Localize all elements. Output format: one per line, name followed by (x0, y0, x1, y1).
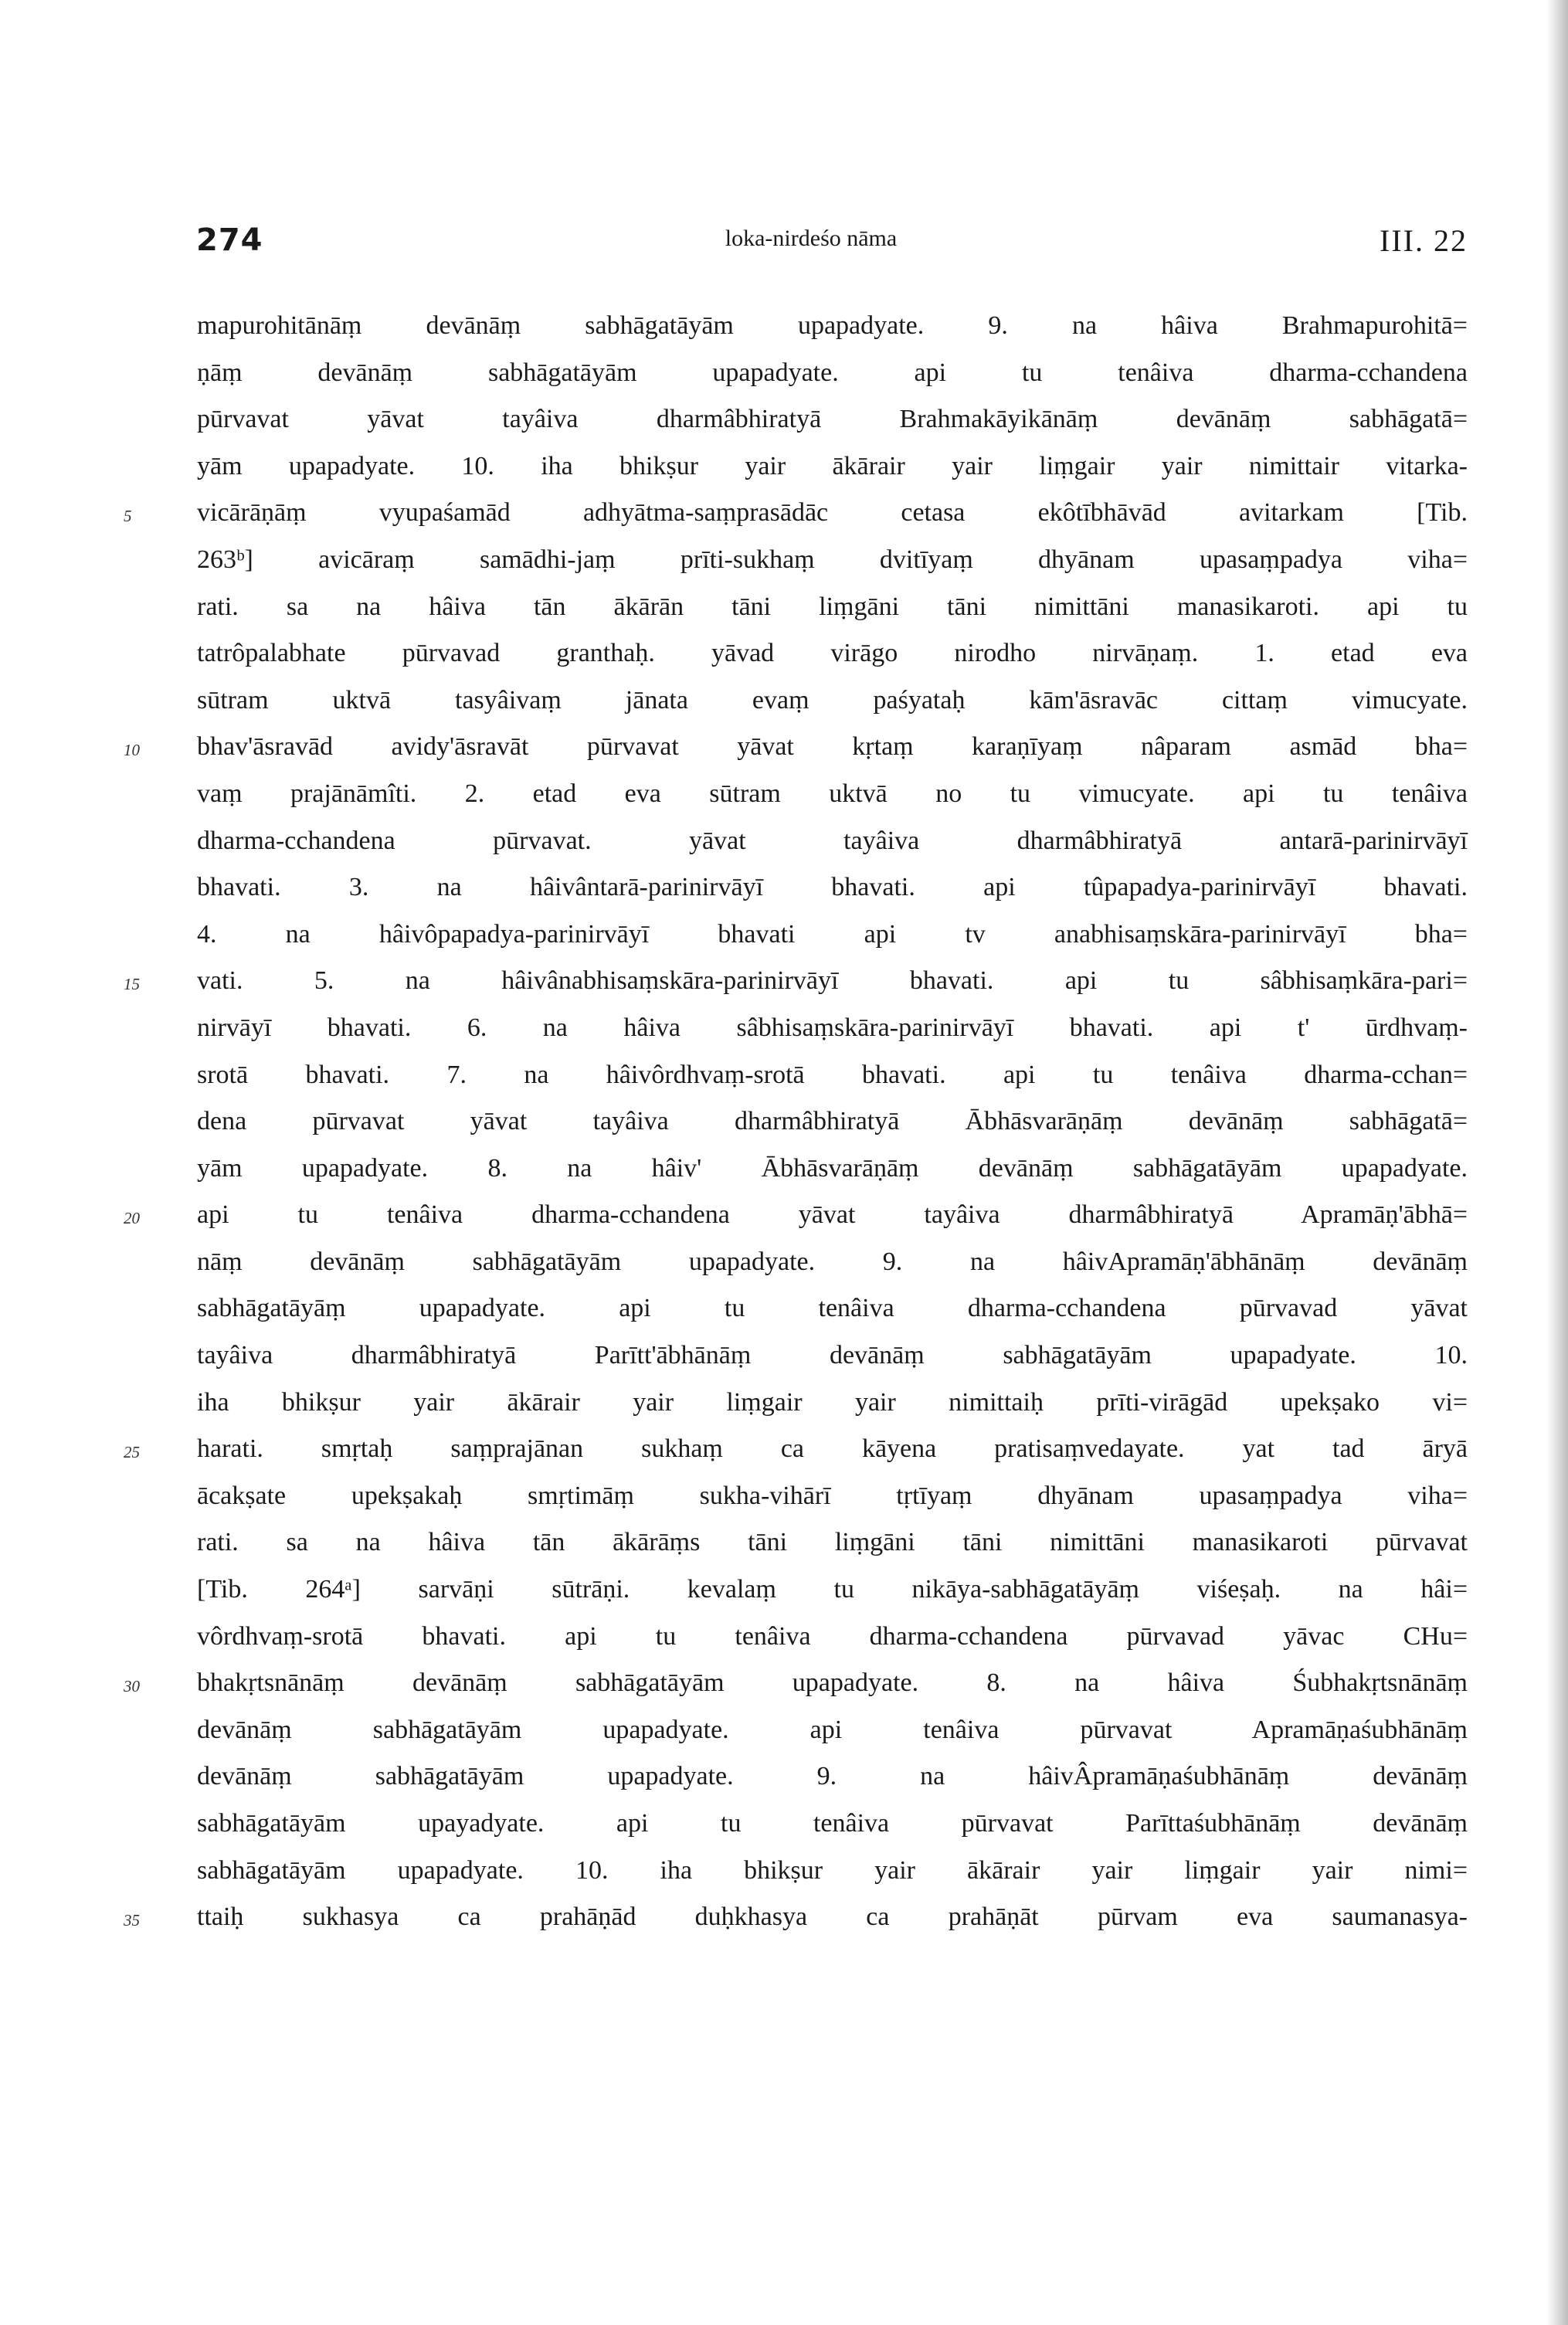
line-number: 30 (124, 1677, 140, 1696)
line-text: ṇāṃ devānāṃ sabhāgatāyām upapadyate. api tu tenâiva dharma-cchandena (197, 358, 1468, 387)
line-text: sūtram uktvā tasyâivaṃ jānata evaṃ paśyataḥ kām'āsravāc cittaṃ vimucyate. (197, 685, 1468, 714)
line-text: srotā bhavati. 7. na hâivôrdhvaṃ-srotā bhavati. api tu tenâiva dharma-cchan= (197, 1060, 1468, 1089)
text-line (197, 1005, 1468, 1052)
running-title: loka-nirdeśo nāma (725, 226, 898, 251)
line-text: vati. 5. na hâivânabhisaṃskāra-parinirvāyī bhavati. api tu sâbhisaṃkāra-pari= (197, 966, 1468, 996)
line-text: bhavati. 3. na hâivântarā-parinirvāyī bhavati. api tûpapadya-parinirvāyī bhavati. (197, 873, 1468, 902)
text-line (197, 1380, 1468, 1427)
text-line (197, 537, 1468, 584)
text-line (197, 443, 1468, 490)
line-text: vaṃ prajānāmîti. 2. etad eva sūtram uktvā no tu vimucyate. api tu tenâiva (197, 779, 1468, 808)
line-text: sabhāgatāyām upayadyate. api tu tenâiva pūrvavat Parīttaśubhānāṃ devānāṃ (197, 1809, 1468, 1838)
text-line (124, 1426, 1468, 1473)
line-text: sabhāgatāyāṃ upapadyate. api tu tenâiva dharma-cchandena pūrvavad yāvat (197, 1294, 1468, 1323)
text-line (197, 1098, 1468, 1146)
text-line (197, 771, 1468, 818)
line-text: rati. sa na hâiva tān ākārāṃs tāni liṃgāni tāni nimittāni manasikaroti pūrvavat (197, 1528, 1468, 1557)
line-text: iha bhikṣur yair ākārair yair liṃgair yair nimittaiḥ prīti-virāgād upekṣako vi= (197, 1387, 1468, 1417)
line-text: ttaiḥ sukhasya ca prahāṇād duḥkhasya ca prahāṇāt pūrvam eva saumanasya- (197, 1902, 1468, 1932)
line-text: yām upapadyate. 8. na hâiv' Ābhāsvarāṇāṃ devānāṃ sabhāgatāyām upapadyate. (197, 1153, 1468, 1183)
text-line (197, 911, 1468, 959)
text-line (197, 396, 1468, 443)
text-line (197, 677, 1468, 725)
section-reference: III. 22 (1380, 223, 1468, 258)
text-line (197, 630, 1468, 677)
text-line (197, 1753, 1468, 1801)
line-text: devānāṃ sabhāgatāyām upapadyate. 9. na hâivÂpramāṇaśubhānāṃ devānāṃ (197, 1762, 1468, 1791)
line-number: 15 (124, 975, 140, 994)
text-line (197, 1052, 1468, 1099)
line-text: 263ᵇ] avicāraṃ samādhi-jaṃ prīti-sukhaṃ dvitīyaṃ dhyānam upasaṃpadya viha= (197, 545, 1468, 574)
line-text: rati. sa na hâiva tān ākārān tāni liṃgāni tāni nimittāni manasikaroti. api tu (197, 592, 1468, 621)
text-line (197, 1519, 1468, 1566)
line-text: bhav'āsravād avidy'āsravāt pūrvavat yāvat kṛtaṃ karaṇīyaṃ nâparam asmād bha= (197, 732, 1468, 762)
line-text: yām upapadyate. 10. iha bhikṣur yair ākārair yair liṃgair yair nimittair vitarka- (197, 451, 1468, 480)
page-edge-shadow (1546, 0, 1568, 2325)
line-number: 5 (124, 507, 132, 526)
line-text: tayâiva dharmâbhiratyā Parītt'ābhānāṃ devānāṃ sabhāgatāyām upapadyate. 10. (197, 1341, 1468, 1370)
running-header (0, 216, 1568, 270)
text-line (197, 1566, 1468, 1614)
line-text: sabhāgatāyām upapadyate. 10. iha bhikṣur yair ākārair yair liṃgair yair nimi= (197, 1855, 1468, 1885)
text-line (124, 958, 1468, 1005)
text-line (124, 1192, 1468, 1239)
line-number: 20 (124, 1209, 140, 1228)
line-text: nāṃ devānāṃ sabhāgatāyām upapadyate. 9. na hâivApramāṇ'ābhānāṃ devānāṃ (197, 1247, 1468, 1276)
main-text (124, 303, 1468, 1941)
text-line (197, 1146, 1468, 1193)
text-line (197, 1332, 1468, 1380)
line-number: 10 (124, 741, 140, 760)
page-number: 274 (196, 222, 263, 258)
line-text: 4. na hâivôpapadya-parinirvāyī bhavati api tv anabhisaṃskāra-parinirvāyī bha= (197, 919, 1468, 949)
text-line (197, 584, 1468, 631)
line-text: ācakṣate upekṣakaḥ smṛtimāṃ sukha-vihārī tṛtīyaṃ dhyānam upasaṃpadya viha= (197, 1481, 1468, 1510)
text-line (197, 1473, 1468, 1520)
line-number: 35 (124, 1911, 140, 1930)
line-text: pūrvavat yāvat tayâiva dharmâbhiratyā Brahmakāyikānāṃ devānāṃ sabhāgatā= (197, 405, 1468, 434)
line-text: bhakṛtsnānāṃ devānāṃ sabhāgatāyām upapadyate. 8. na hâiva Śubhakṛtsnānāṃ (197, 1668, 1468, 1698)
text-line (197, 350, 1468, 397)
line-text: dena pūrvavat yāvat tayâiva dharmâbhiratyā Ābhāsvarāṇāṃ devānāṃ sabhāgatā= (197, 1107, 1468, 1136)
text-line (197, 1848, 1468, 1895)
line-number: 25 (124, 1443, 140, 1462)
line-text: nirvāyī bhavati. 6. na hâiva sâbhisaṃskāra-parinirvāyī bhavati. api t' ūrdhvaṃ- (197, 1013, 1468, 1042)
text-line (197, 818, 1468, 865)
line-text: vôrdhvaṃ-srotā bhavati. api tu tenâiva dharma-cchandena pūrvavad yāvac CHu= (197, 1621, 1468, 1651)
text-line (124, 490, 1468, 537)
text-line (197, 303, 1468, 350)
text-line (124, 724, 1468, 771)
line-text: harati. smṛtaḥ saṃprajānan sukhaṃ ca kāyena pratisaṃvedayate. yat tad āryā (197, 1434, 1468, 1464)
text-line (197, 1801, 1468, 1848)
line-text: devānāṃ sabhāgatāyām upapadyate. api tenâiva pūrvavat Apramāṇaśubhānāṃ (197, 1715, 1468, 1744)
line-text: api tu tenâiva dharma-cchandena yāvat tayâiva dharmâbhiratyā Apramāṇ'ābhā= (197, 1200, 1468, 1230)
line-text: [Tib. 264ᵃ] sarvāṇi sūtrāṇi. kevalaṃ tu nikāya-sabhāgatāyāṃ viśeṣaḥ. na hâi= (197, 1575, 1468, 1604)
line-text: mapurohitānāṃ devānāṃ sabhāgatāyām upapadyate. 9. na hâiva Brahmapurohitā= (197, 311, 1468, 340)
line-text: dharma-cchandena pūrvavat. yāvat tayâiva dharmâbhiratyā antarā-parinirvāyī (197, 826, 1468, 855)
text-line (197, 1239, 1468, 1286)
text-line (197, 864, 1468, 911)
text-line (197, 1707, 1468, 1754)
text-line (197, 1285, 1468, 1332)
text-line (124, 1894, 1468, 1941)
text-line (124, 1660, 1468, 1707)
text-line (197, 1614, 1468, 1661)
line-text: tatrôpalabhate pūrvavad granthaḥ. yāvad virāgo nirodho nirvāṇaṃ. 1. etad eva (197, 639, 1468, 668)
line-text: vicārāṇāṃ vyupaśamād adhyātma-saṃprasādāc cetasa ekôtībhāvād avitarkam [Tib. (197, 498, 1468, 528)
